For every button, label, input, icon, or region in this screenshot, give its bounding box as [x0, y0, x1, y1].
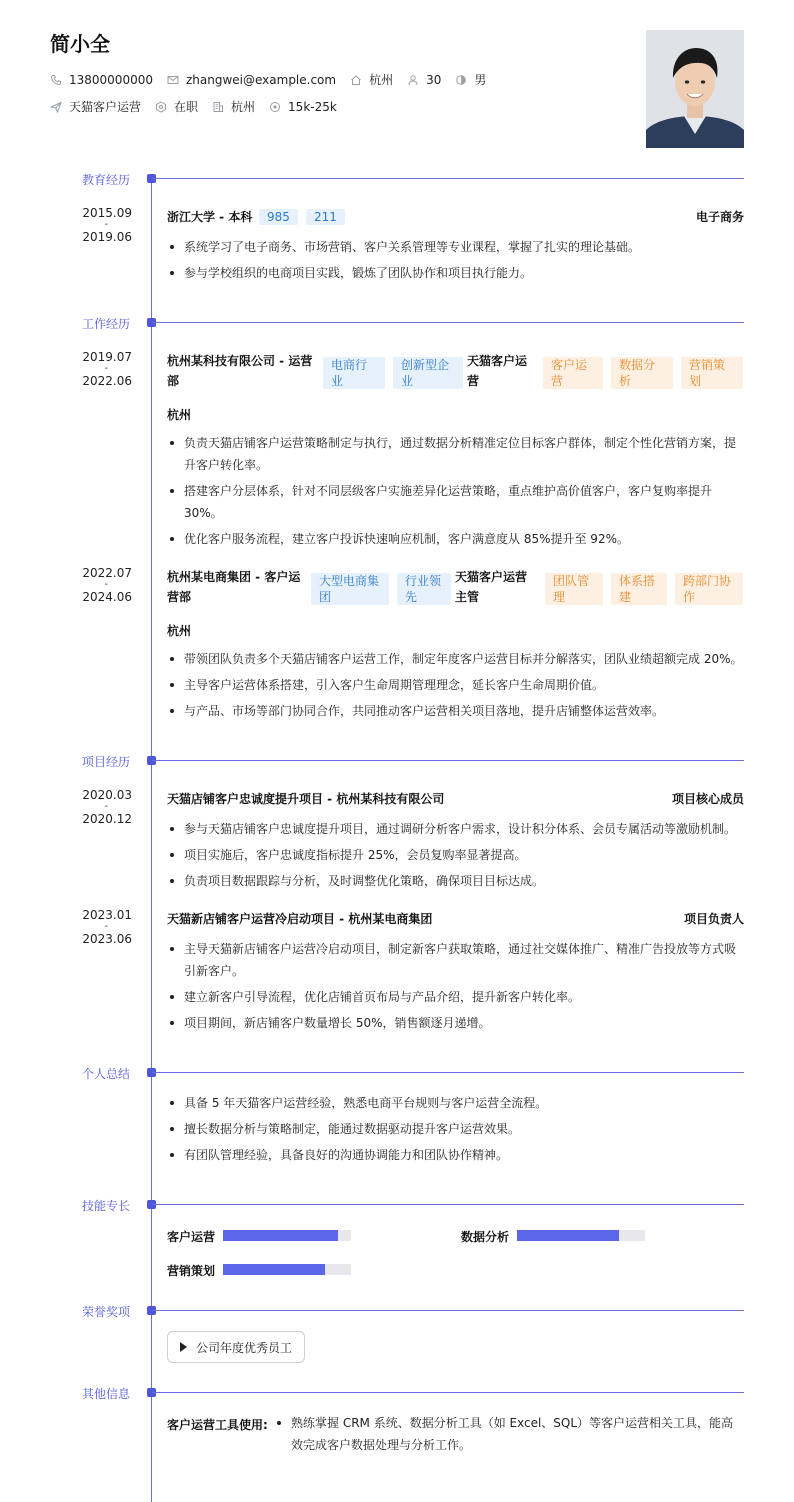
project-title: 天猫新店铺客户运营冷启动项目 - 杭州某电商集团: [167, 912, 433, 926]
list-item: 项目期间，新店铺客户数量增长 50%，销售额逐月递增。: [167, 1012, 744, 1034]
list-item: 项目实施后，客户忠诚度指标提升 25%，会员复购率显著提高。: [167, 844, 744, 866]
edu-date: 2015.09 - 2019.06: [82, 206, 132, 244]
skill-tag: 数据分 析: [611, 357, 673, 389]
salary-info: [269, 100, 337, 114]
candidate-name: 简小全: [50, 32, 110, 56]
project-role: 项目负责人: [683, 912, 744, 926]
skill-tag: 跨部门协 作: [675, 573, 743, 605]
project-date: 2020.03 - 2020.12: [82, 788, 132, 826]
gender-info: [455, 71, 486, 88]
list-item: 熟练掌握 CRM 系统、数据分析工具（如 Excel、SQL）等客户运营相关工具，能高效完成客户数据处理与分析工作。: [274, 1412, 744, 1456]
salary-value: 15k-25k: [288, 99, 337, 114]
work-date: 2022.07 - 2024.06: [82, 566, 132, 604]
award-item[interactable]: [167, 1331, 305, 1363]
send-icon: [50, 101, 62, 113]
skill-bar: [223, 1264, 351, 1275]
phone-number: 13800000000: [69, 72, 153, 87]
building-icon: [212, 101, 224, 113]
edu-major: 电子商务: [695, 210, 744, 224]
section-divider: [152, 1204, 744, 1205]
work-bullets: [167, 648, 744, 726]
user-icon: [407, 74, 419, 86]
contact-info-row: [50, 71, 500, 88]
skill-bar: [517, 1230, 645, 1241]
project-date: 2023.01 - 2023.06: [82, 908, 132, 946]
industry-tag: 大型电商集 团: [311, 573, 389, 605]
work-role: 天猫客户运 营: [467, 354, 528, 388]
target-job-info: [50, 98, 141, 115]
work-company: 杭州某电商集团 - 客户运 营部: [167, 570, 301, 604]
home-icon: [350, 74, 362, 86]
play-icon: [180, 1342, 187, 1352]
work-company: 杭州某科技有限公司 - 运营 部: [167, 354, 313, 388]
section-title-projects: 项目经历: [81, 755, 130, 769]
list-item: 负责天猫店铺客户运营策略制定与执行，通过数据分析精准定位目标客户群体，制定个性化营销方案，提升客户转化率。: [167, 432, 744, 476]
work-role: 天猫客户运营 主管: [455, 570, 528, 604]
skill-bar-fill: [223, 1230, 338, 1241]
phone-icon: [50, 74, 62, 86]
target-city-value: 杭州: [231, 100, 256, 114]
email-info: [167, 73, 336, 87]
edu-tag: 985: [259, 209, 298, 225]
status-value: 在职: [174, 100, 199, 114]
industry-tag: 电商行 业: [323, 357, 385, 389]
salary-icon: [269, 101, 281, 113]
list-item: 主导客户运营体系搭建，引入客户生命周期管理理念，延长客户生命周期价值。: [167, 674, 744, 696]
section-divider: [152, 1072, 744, 1073]
age-info: [407, 73, 441, 87]
list-item: 擅长数据分析与策略制定，能通过数据驱动提升客户运营效果。: [167, 1118, 744, 1140]
skill-bar: [223, 1230, 351, 1241]
skill-bar-fill: [517, 1230, 619, 1241]
list-item: 与产品、市场等部门协同合作，共同推动客户运营相关项目落地，提升店铺整体运营效率。: [167, 700, 744, 722]
age-value: 30: [426, 72, 442, 87]
award-label: 公司年度优秀员工: [196, 1340, 293, 1355]
gender-value: 男: [474, 73, 487, 87]
status-icon: [155, 101, 167, 113]
other-info-bullets: [274, 1412, 744, 1460]
list-item: 带领团队负责多个天猫店铺客户运营工作，制定年度客户运营目标并分解落实，团队业绩超额完成 20%。: [167, 648, 744, 670]
email-address: zhangwei@example.com: [185, 72, 337, 87]
list-item: 系统学习了电子商务、市场营销、客户关系管理等专业课程，掌握了扎实的理论基础。: [167, 236, 744, 258]
section-title-skills: 技能专长: [81, 1199, 130, 1213]
avatar: [646, 30, 744, 148]
other-info-label: 客户运营工具使用:: [167, 1418, 268, 1432]
section-title-awards: 荣誉奖项: [81, 1305, 130, 1319]
timeline-line: [151, 178, 152, 1502]
list-item: 搭建客户分层体系，针对不同层级客户实施差异化运营策略，重点维护高价值客户，客户复购率提升30%。: [167, 480, 744, 524]
summary-bullets: [167, 1092, 744, 1170]
skill-name: 客户运营: [167, 1230, 216, 1244]
work-location: 杭州: [167, 624, 192, 638]
skill-tag: 体系搭 建: [611, 573, 667, 605]
edu-school: 浙江大学 - 本科: [167, 210, 253, 224]
skill-bar-fill: [223, 1264, 325, 1275]
gender-icon: [455, 74, 467, 86]
city-value: 杭州: [369, 73, 394, 87]
section-divider: [152, 178, 744, 179]
project-role: 项目核心成员: [671, 792, 744, 806]
skill-name: 数据分析: [461, 1230, 510, 1244]
job-intent-row: [50, 98, 351, 115]
work-location: 杭州: [167, 408, 192, 422]
section-divider: [152, 1310, 744, 1311]
work-bullets: [167, 432, 744, 554]
project-bullets: [167, 818, 744, 896]
project-bullets: [167, 938, 744, 1038]
work-date: 2019.07 - 2022.06: [82, 350, 132, 388]
section-divider: [152, 322, 744, 323]
list-item: 主导天猫新店铺客户运营冷启动项目，制定新客户获取策略，通过社交媒体推广、精准广告投放等方式吸引新客户。: [167, 938, 744, 982]
section-divider: [152, 1392, 744, 1393]
list-item: 具备 5 年天猫客户运营经验，熟悉电商平台规则与客户运营全流程。: [167, 1092, 744, 1114]
list-item: 参与天猫店铺客户忠诚度提升项目，通过调研分析客户需求，设计积分体系、会员专属活动等激励机制。: [167, 818, 744, 840]
edu-bullets: [167, 236, 744, 288]
industry-tag: 行业领 先: [397, 573, 451, 605]
skill-tag: 客户运 营: [543, 357, 603, 389]
section-title-education: 教育经历: [81, 173, 130, 187]
list-item: 参与学校组织的电商项目实践，锻炼了团队协作和项目执行能力。: [167, 262, 744, 284]
section-divider: [152, 760, 744, 761]
skill-tag: 营销策 划: [681, 357, 743, 389]
section-title-summary: 个人总结: [81, 1067, 130, 1081]
industry-tag: 创新型企 业: [393, 357, 463, 389]
target-city-info: [212, 98, 255, 115]
list-item: 建立新客户引导流程，优化店铺首页布局与产品介绍，提升新客户转化率。: [167, 986, 744, 1008]
skill-tag: 团队管 理: [545, 573, 603, 605]
project-title: 天猫店铺客户忠诚度提升项目 - 杭州某科技有限公司: [167, 792, 445, 806]
status-info: [155, 98, 198, 115]
edu-tag: 211: [306, 209, 345, 225]
target-job-value: 天猫客户运营: [69, 100, 142, 114]
section-title-work: 工作经历: [81, 317, 130, 331]
city-info: [350, 71, 393, 88]
section-title-other: 其他信息: [81, 1387, 130, 1401]
list-item: 负责项目数据跟踪与分析，及时调整优化策略，确保项目目标达成。: [167, 870, 744, 892]
phone-info: [50, 73, 153, 87]
list-item: 优化客户服务流程，建立客户投诉快速响应机制，客户满意度从 85%提升至 92%。: [167, 528, 744, 550]
skill-name: 营销策划: [167, 1264, 216, 1278]
list-item: 有团队管理经验，具备良好的沟通协调能力和团队协作精神。: [167, 1144, 744, 1166]
email-icon: [167, 74, 179, 86]
